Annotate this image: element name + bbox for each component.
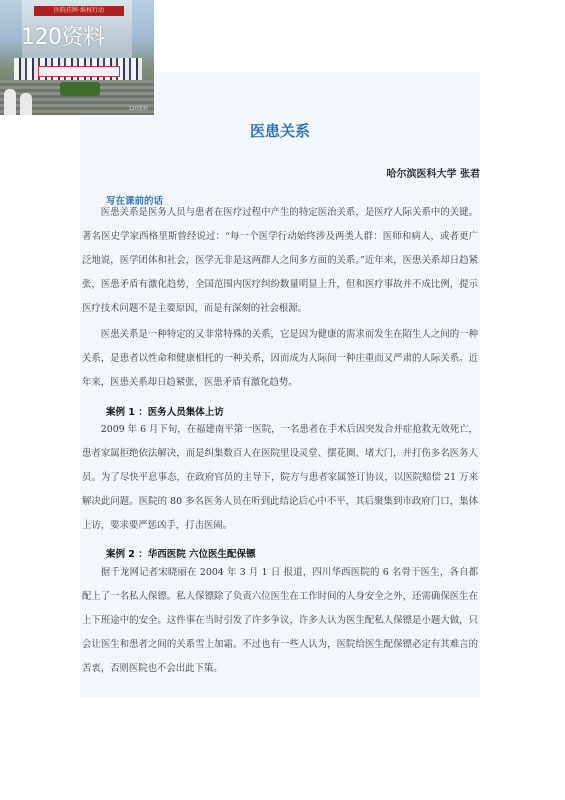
author-line: 哈尔滨医科大学 张君 [386, 169, 480, 180]
case-2-paragraph: 据千龙网记者宋晓丽在 2004 年 3 月 1 日 报道，四川华西医院的 6 名骨干医生，各自都配上了一名私人保镖。私人保镖除了负责六位医生在工作时间的人身安全之外，还需确保医生在上下班途中的安全。这件事在当时引发了许多争议，许多人认为医生配私人保镖是小题大做，只会让医生和患者之间的关系雪上加霜。不过也有一些人认为，医院给医生配保镖必定有其难言的苦衷，否则医院也不会出此下策。 [82, 567, 478, 675]
preface-paragraph: 医患关系是一种特定的又非常特殊的关系，它是因为健康的需求而发生在陌生人之间的一种关系，是患者以性命和健康相托的一种关系，因而成为人际间一种庄重而又严肃的人际关系。近年来，医患关系却日趋紧张，医患矛盾有激化趋势。 [82, 329, 478, 389]
watermark: 120资料 [21, 25, 105, 50]
preface-heading: 写在课前的话 [106, 196, 164, 207]
preface-paragraph: 医患关系是医务人员与患者在医疗过程中产生的特定医治关系，是医疗人际关系中的关键。著名医史学家西格里斯曾经说过：“每一个医学行动始终涉及两类人群：医师和病人，或者更广泛地说，医学团体和社会，医学无非是这两群人之间多方面的关系。”近年来，医患关系却日趋紧张，医患矛盾有激化趋势，全国范围内医疗纠纷数量明显上升，但和医疗事故并不成比例，提示医疗技术问题不是主要原因，而是有深刻的社会根源。 [82, 207, 478, 315]
document-title: 医患关系 [249, 122, 310, 140]
protest-sign [38, 66, 120, 77]
case-1-title: 案例 1 ：医务人员集体上访 [106, 407, 224, 418]
banner-text: 医院挂牌·维权行动 [54, 7, 104, 14]
person [4, 89, 16, 115]
person [20, 93, 32, 115]
hedge [60, 82, 100, 96]
case-1-paragraph: 2009 年 6 月下旬，在福建南平第一医院，一名患者在手术后因突发合并症抢救无效死亡，患者家属拒绝依法解决，而是纠集数百人在医院里设灵堂、摆花圈、堵大门，并打伤多名医务人员。为了尽快平息事态，在政府官员的主导下，院方与患者家属签订协议，以医院赔偿 21 万来解决此问题。医院的 80 多名医务人员在听到此结论后心中不平，其后聚集到市政府门口，集体上访，要求要严惩凶手，打击医闹。 [82, 424, 478, 532]
photo-credit: 120资料 [128, 106, 148, 112]
case-2-title: 案例 2 ：华西医院 六位医生配保镖 [106, 549, 256, 560]
protest-photo [0, 0, 154, 115]
